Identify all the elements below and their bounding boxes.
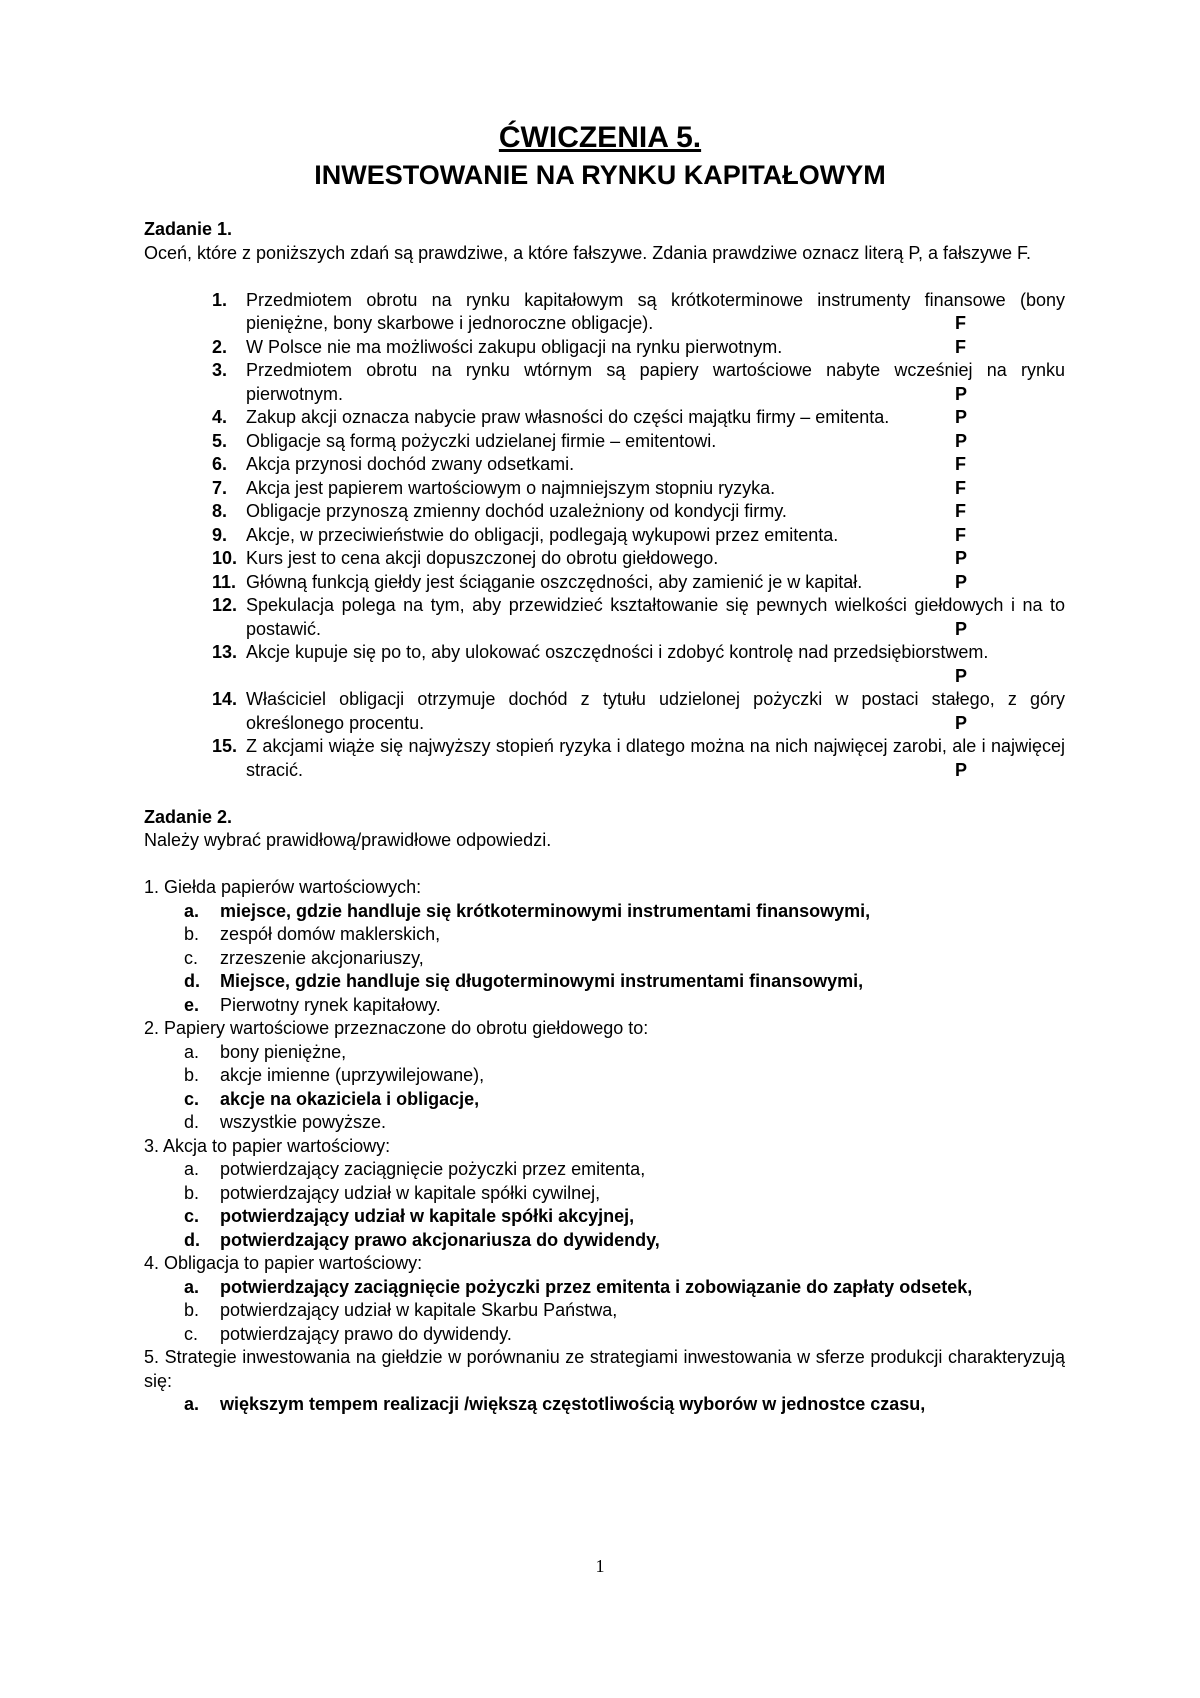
- page-number: 1: [595, 1556, 605, 1576]
- statement-number: 11.: [212, 571, 237, 592]
- task-2-section: [144, 806, 1065, 1417]
- statement-answer: P: [955, 759, 968, 780]
- option-letter: d.: [184, 1229, 200, 1250]
- option-letter: a.: [184, 1394, 200, 1414]
- statement-body: [246, 406, 1065, 430]
- statement-body: [246, 477, 1065, 501]
- option-letter: a.: [184, 900, 200, 921]
- statement-answer: P: [955, 618, 968, 639]
- statement-body: [246, 289, 1065, 336]
- true-false-list: [144, 289, 1065, 783]
- statement-answer: P: [955, 712, 968, 733]
- statement-text: Przedmiotem obrotu na rynku kapitałowym są krótkoterminowe instrumenty finansowe (bony pieniężne, bony skarbowe i jednoroczne obligacje).: [246, 289, 1065, 333]
- statement-text: Akcje, w przeciwieństwie do obligacji, podlegają wykupowi przez emitenta.: [246, 524, 839, 545]
- option-text: Miejsce, gdzie handluje się długoterminowymi instrumentami finansowymi,: [220, 971, 864, 991]
- statement-body: [246, 524, 1065, 548]
- task-1-instructions: Oceń, które z poniższych zdań są prawdziwe, a które fałszywe. Zdania prawdziwe oznacz literą P, a fałszywe F.: [144, 242, 1032, 263]
- option-text: potwierdzający zaciągnięcie pożyczki przez emitenta,: [220, 1159, 646, 1179]
- answer-option: [184, 1393, 1065, 1417]
- statement-number: 4.: [212, 407, 228, 427]
- statement-answer: F: [955, 501, 966, 521]
- answer-option: [184, 1064, 1065, 1088]
- option-letter: b.: [184, 1065, 200, 1085]
- statement-number: 15.: [212, 736, 238, 756]
- question-text: 3. Akcja to papier wartościowy:: [144, 1135, 391, 1156]
- statement-item: [212, 336, 1065, 360]
- statement-text: Z akcjami wiąże się najwyższy stopień ryzyka i dlatego można na nich najwięcej zarobi, ale i najwięcej stracić.: [246, 736, 1065, 780]
- statement-body: [246, 336, 1065, 360]
- statement-number: 8.: [212, 501, 228, 521]
- option-text: zespół domów maklerskich,: [220, 924, 441, 944]
- statement-number: 2.: [212, 336, 228, 357]
- question-text: 4. Obligacja to papier wartościowy:: [144, 1253, 423, 1273]
- option-letter: b.: [184, 1182, 200, 1203]
- statement-body: [246, 571, 1065, 595]
- option-text: zrzeszenie akcjonariuszy,: [220, 947, 424, 968]
- statement-item: [212, 735, 1065, 782]
- statement-text: Zakup akcji oznacza nabycie praw własności do części majątku firmy – emitenta.: [246, 407, 890, 427]
- statement-number: 1.: [212, 289, 228, 310]
- option-text: potwierdzający udział w kapitale spółki cywilnej,: [220, 1182, 601, 1203]
- statement-answer: P: [955, 407, 968, 427]
- option-letter: c.: [184, 1206, 200, 1226]
- statement-number: 12.: [212, 595, 238, 615]
- option-letter: c.: [184, 947, 199, 968]
- document-subtitle: INWESTOWANIE NA RYNKU KAPITAŁOWYM: [314, 160, 886, 190]
- answer-option: [184, 1276, 1065, 1300]
- statement-item: [212, 289, 1065, 336]
- option-letter: a.: [184, 1159, 200, 1179]
- statement-body: [246, 453, 1065, 477]
- option-text: wszystkie powyższe.: [220, 1112, 387, 1132]
- statement-item: [212, 430, 1065, 454]
- answer-option: [184, 1111, 1065, 1135]
- answer-option: [184, 947, 1065, 971]
- task-1-section: [144, 218, 1065, 782]
- statement-text: Akcje kupuje się po to, aby ulokować oszczędności i zdobyć kontrolę nad przedsiębiorstwem.: [246, 642, 989, 662]
- option-text: akcje na okaziciela i obligacje,: [220, 1088, 480, 1109]
- option-letter: d.: [184, 971, 200, 991]
- statement-text: Obligacje przynoszą zmienny dochód uzależniony od kondycji firmy.: [246, 501, 787, 521]
- statement-text: Główną funkcją giełdy jest ściąganie oszczędności, aby zamienić je w kapitał.: [246, 571, 863, 592]
- statement-text: Przedmiotem obrotu na rynku wtórnym są papiery wartościowe nabyte wcześniej na rynku pierwotnym.: [246, 360, 1065, 404]
- option-letter: c.: [184, 1088, 200, 1109]
- statement-body: [246, 735, 1065, 782]
- statement-body: [246, 641, 1065, 688]
- statement-answer: F: [955, 313, 966, 333]
- statement-number: 10.: [212, 548, 238, 568]
- statement-body: [246, 359, 1065, 406]
- task-2-heading: Zadanie 2.: [144, 806, 233, 827]
- option-letter: b.: [184, 1300, 200, 1320]
- answer-option: [184, 1158, 1065, 1182]
- statement-text: Spekulacja polega na tym, aby przewidzieć kształtowanie się pewnych wielkości giełdowych i na to postawić.: [246, 595, 1065, 639]
- question-text: 5. Strategie inwestowania na giełdzie w porównaniu ze strategiami inwestowania w sferze produkcji charakteryzują się:: [144, 1347, 1065, 1391]
- statement-number: 6.: [212, 454, 228, 474]
- statement-item: [212, 688, 1065, 735]
- option-text: potwierdzający udział w kapitale spółki akcyjnej,: [220, 1206, 635, 1226]
- statement-item: [212, 571, 1065, 595]
- statement-item: [212, 500, 1065, 524]
- multiple-choice-questions: [144, 876, 1065, 1417]
- option-letter: a.: [184, 1276, 200, 1297]
- answer-option: [184, 1041, 1065, 1065]
- document-title: ĆWICZENIA 5.: [498, 121, 702, 154]
- option-text: Pierwotny rynek kapitałowy.: [220, 994, 441, 1015]
- statement-number: 7.: [212, 477, 228, 498]
- question-text: 1. Giełda papierów wartościowych:: [144, 877, 422, 897]
- statement-item: [212, 406, 1065, 430]
- statement-answer: P: [955, 665, 968, 686]
- statement-answer: F: [955, 454, 966, 474]
- option-letter: d.: [184, 1112, 200, 1132]
- statement-item: [212, 477, 1065, 501]
- answer-option: [184, 994, 1065, 1018]
- statement-item: [212, 359, 1065, 406]
- option-text: potwierdzający prawo do dywidendy.: [220, 1323, 512, 1344]
- statement-item: [212, 524, 1065, 548]
- option-text: bony pieniężne,: [220, 1041, 347, 1062]
- statement-answer: F: [955, 477, 966, 498]
- statement-answer: F: [955, 336, 966, 357]
- statement-text: Akcja przynosi dochód zwany odsetkami.: [246, 454, 575, 474]
- statement-text: Akcja jest papierem wartościowym o najmniejszym stopniu ryzyka.: [246, 477, 776, 498]
- statement-answer: P: [955, 548, 968, 568]
- answer-option: [184, 1323, 1065, 1347]
- answer-option: [184, 1299, 1065, 1323]
- option-text: większym tempem realizacji /większą częstotliwością wyborów w jednostce czasu,: [220, 1394, 926, 1414]
- statement-number: 3.: [212, 360, 228, 380]
- answer-option: [184, 1182, 1065, 1206]
- option-text: potwierdzający prawo akcjonariusza do dywidendy,: [220, 1229, 660, 1250]
- option-letter: b.: [184, 924, 200, 944]
- option-text: miejsce, gdzie handluje się krótkoterminowymi instrumentami finansowymi,: [220, 900, 871, 921]
- option-text: potwierdzający zaciągnięcie pożyczki przez emitenta i zobowiązanie do zapłaty odsetek,: [220, 1276, 973, 1297]
- option-text: potwierdzający udział w kapitale Skarbu Państwa,: [220, 1300, 618, 1320]
- question-text: 2. Papiery wartościowe przeznaczone do obrotu giełdowego to:: [144, 1018, 649, 1038]
- statement-text: Kurs jest to cena akcji dopuszczonej do obrotu giełdowego.: [246, 548, 719, 568]
- statement-number: 9.: [212, 524, 228, 545]
- statement-text: Obligacje są formą pożyczki udzielanej firmie – emitentowi.: [246, 430, 717, 451]
- task-2-instructions: Należy wybrać prawidłową/prawidłowe odpowiedzi.: [144, 830, 552, 850]
- statement-number: 14.: [212, 689, 238, 709]
- document-body: [144, 218, 1065, 1417]
- answer-option: [184, 923, 1065, 947]
- answer-option: [184, 1205, 1065, 1229]
- statement-item: [212, 594, 1065, 641]
- statement-text: Właściciel obligacji otrzymuje dochód z tytułu udzielonej pożyczki w postaci stałego, z góry określonego procentu.: [246, 689, 1065, 733]
- statement-item: [212, 453, 1065, 477]
- statement-item: [212, 547, 1065, 571]
- statement-body: [246, 594, 1065, 641]
- statement-body: [246, 688, 1065, 735]
- answer-option: [184, 900, 1065, 924]
- answer-option: [184, 1088, 1065, 1112]
- option-letter: c.: [184, 1323, 199, 1344]
- answer-option: [184, 1229, 1065, 1253]
- statement-number: 13.: [212, 642, 238, 662]
- option-letter: e.: [184, 994, 200, 1015]
- statement-number: 5.: [212, 430, 228, 451]
- task-1-heading: Zadanie 1.: [144, 219, 233, 239]
- statement-answer: P: [955, 571, 968, 592]
- option-text: akcje imienne (uprzywilejowane),: [220, 1065, 485, 1085]
- answer-option: [184, 970, 1065, 994]
- statement-text: W Polsce nie ma możliwości zakupu obligacji na rynku pierwotnym.: [246, 336, 783, 357]
- statement-answer: F: [955, 524, 966, 545]
- statement-body: [246, 500, 1065, 524]
- statement-body: [246, 547, 1065, 571]
- statement-body: [246, 430, 1065, 454]
- option-letter: a.: [184, 1041, 200, 1062]
- statement-answer: P: [955, 383, 968, 404]
- statement-item: [212, 641, 1065, 688]
- statement-answer: P: [955, 430, 968, 451]
